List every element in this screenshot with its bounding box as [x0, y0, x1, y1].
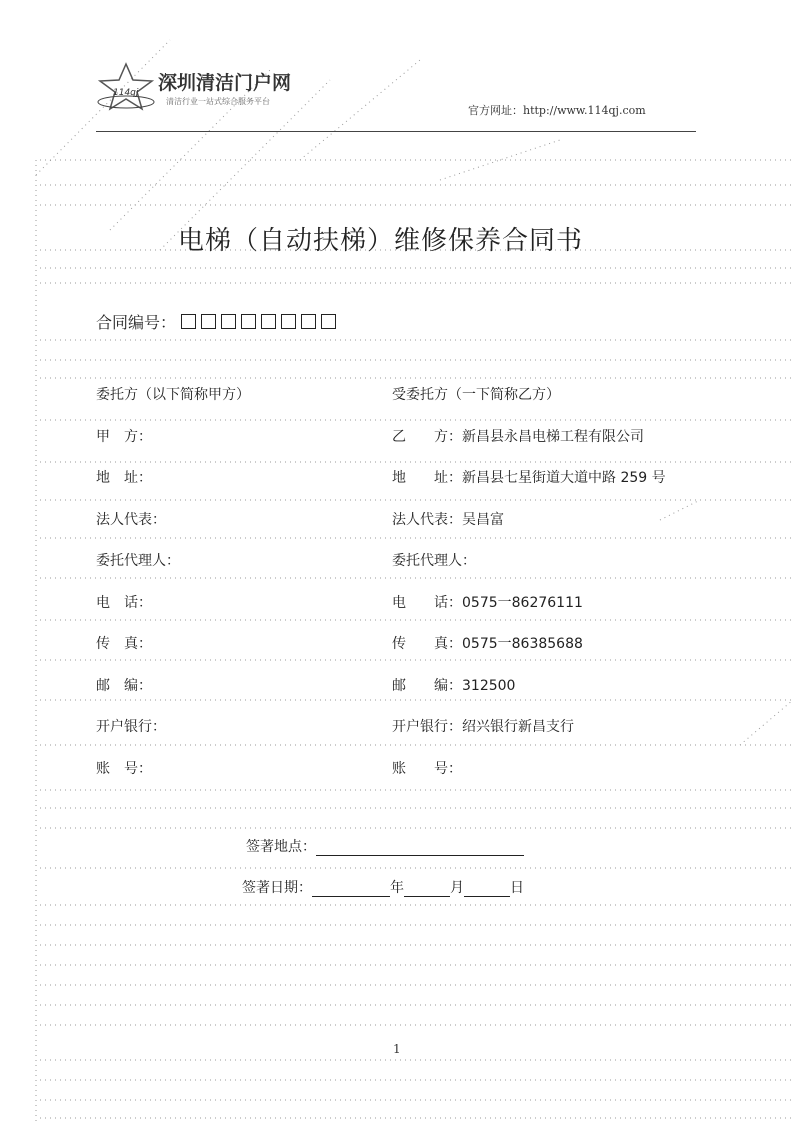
- contract-number-row: [96, 310, 336, 333]
- party-a-name: 甲 方：: [96, 429, 152, 445]
- header-divider: [96, 131, 696, 132]
- signing-year-label: 年: [390, 880, 404, 896]
- signing-day-blank[interactable]: [464, 882, 510, 897]
- party-a-account: 账 号：: [96, 761, 152, 777]
- party-b-account: 账 号：: [392, 761, 462, 777]
- signing-date-label: 签著日期：: [242, 880, 312, 896]
- page-number: 1: [393, 1042, 401, 1056]
- contract-number-box: [221, 314, 236, 329]
- party-b-postcode: 邮 编：312500: [392, 678, 516, 694]
- party-b-bank: 开户银行：绍兴银行新昌支行: [392, 719, 574, 735]
- party-a-fax: 传 真：: [96, 636, 152, 652]
- logo-title: 深圳清洁门户网: [158, 72, 292, 94]
- party-b-fax: 传 真：0575一86385688: [392, 636, 583, 652]
- signing-month-blank[interactable]: [404, 882, 450, 897]
- signing-place-label: 签著地点：: [246, 839, 316, 855]
- contract-number-box: [181, 314, 196, 329]
- contract-number-box: [201, 314, 216, 329]
- party-b-address: 地 址：新昌县七星街道大道中路 259 号: [392, 470, 666, 486]
- site-url-link[interactable]: 官方网址：http://www.114qj.com: [468, 104, 646, 117]
- contract-number-box: [261, 314, 276, 329]
- party-b-phone: 电 话：0575一86276111: [392, 595, 583, 611]
- signing-month-label: 月: [450, 880, 464, 896]
- contract-number-box: [281, 314, 296, 329]
- party-b-legal-rep: 法人代表：吴昌富: [392, 512, 504, 528]
- party-b-heading: 受委托方（一下简称乙方）: [392, 387, 560, 403]
- contract-number-box: [241, 314, 256, 329]
- logo-slogan: 清洁行业一站式综合服务平台: [166, 97, 270, 106]
- signing-place-blank[interactable]: [316, 841, 524, 856]
- contract-number-box: [321, 314, 336, 329]
- party-b-agent: 委托代理人：: [392, 553, 476, 569]
- signing-year-blank[interactable]: [312, 882, 390, 897]
- contract-number-box: [301, 314, 316, 329]
- party-b-name: 乙 方：新昌县永昌电梯工程有限公司: [392, 429, 644, 445]
- signing-day-label: 日: [510, 880, 524, 896]
- signing-place-row: [246, 836, 524, 856]
- signing-date-row: [242, 877, 524, 897]
- party-a-agent: 委托代理人：: [96, 553, 180, 569]
- party-a-heading: 委托方（以下简称甲方）: [96, 387, 250, 403]
- logo-badge-text: 114qj: [113, 88, 139, 98]
- party-a-bank: 开户银行：: [96, 719, 166, 735]
- star-logo-icon: [96, 62, 160, 112]
- contract-number-label: 合同编号：: [96, 313, 177, 332]
- document-title: 电梯（自动扶梯）维修保养合同书: [178, 226, 584, 256]
- party-a-postcode: 邮 编：: [96, 678, 152, 694]
- party-a-address: 地 址：: [96, 470, 152, 486]
- party-a-legal-rep: 法人代表：: [96, 512, 166, 528]
- party-a-phone: 电 话：: [96, 595, 152, 611]
